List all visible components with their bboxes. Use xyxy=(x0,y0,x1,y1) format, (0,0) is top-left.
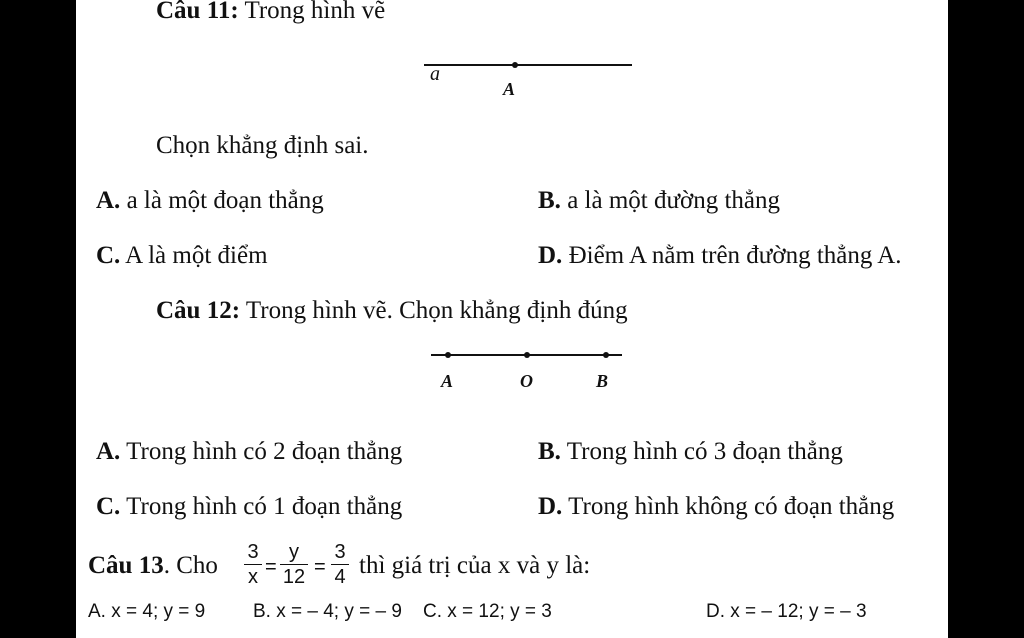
q13-tail: thì giá trị của x và y là: xyxy=(359,552,591,579)
q13-label: Câu 13 xyxy=(88,552,164,579)
document-page xyxy=(76,0,948,638)
q12-point-o-label: O xyxy=(520,371,533,391)
q12-point-a-label: A xyxy=(441,371,454,391)
point-o-dot xyxy=(524,352,530,358)
q12-option-b: B. Trong hình có 3 đoạn thẳng xyxy=(538,438,843,465)
q13-heading xyxy=(88,552,218,580)
q11-text: Trong hình vẽ xyxy=(238,0,386,24)
q13-equals-1: = xyxy=(265,556,277,578)
q13-fraction-2: y 12 xyxy=(280,541,308,588)
q11-option-c: C. A là một điểm xyxy=(96,242,268,269)
q12-option-c: C. Trong hình có 1 đoạn thẳng xyxy=(96,493,403,520)
point-b-dot xyxy=(603,352,609,358)
q13-intro: . Cho xyxy=(163,552,218,579)
q12-label: Câu 12: xyxy=(156,297,241,324)
q11-prompt: Chọn khẳng định sai. xyxy=(156,132,369,159)
q12-option-d: D. Trong hình không có đoạn thẳng xyxy=(538,493,895,520)
q13-fraction-3: 3 4 xyxy=(331,541,349,588)
q13-fraction-1: 3 x xyxy=(244,541,262,588)
q11-point-label: A xyxy=(503,79,516,99)
q11-option-b: B. a là một đường thẳng xyxy=(538,187,781,214)
point-a-dot xyxy=(512,62,518,68)
q13-option-d: D. x = – 12; y = – 3 xyxy=(706,601,867,622)
q13-equals-2: = xyxy=(314,556,326,578)
q13-option-b: B. x = – 4; y = – 9 xyxy=(253,601,402,622)
q12-option-a: A. Trong hình có 2 đoạn thẳng xyxy=(96,438,403,465)
q11-figure xyxy=(416,55,646,105)
q12-point-b-label: B xyxy=(596,371,609,391)
q12-heading xyxy=(156,297,628,325)
q12-figure xyxy=(426,346,626,366)
q13-option-c: C. x = 12; y = 3 xyxy=(423,601,552,622)
q13-option-a: A. x = 4; y = 9 xyxy=(88,601,206,622)
q11-line-label: a xyxy=(430,63,440,85)
q11-option-a: A. a là một đoạn thẳng xyxy=(96,187,324,214)
q11-heading xyxy=(156,0,385,25)
q11-label: Câu 11: xyxy=(156,0,239,24)
point-a-dot xyxy=(445,352,451,358)
q11-option-d: D. Điểm A nằm trên đường thẳng A. xyxy=(538,242,902,269)
q12-text: Trong hình vẽ. Chọn khẳng định đúng xyxy=(240,297,628,324)
